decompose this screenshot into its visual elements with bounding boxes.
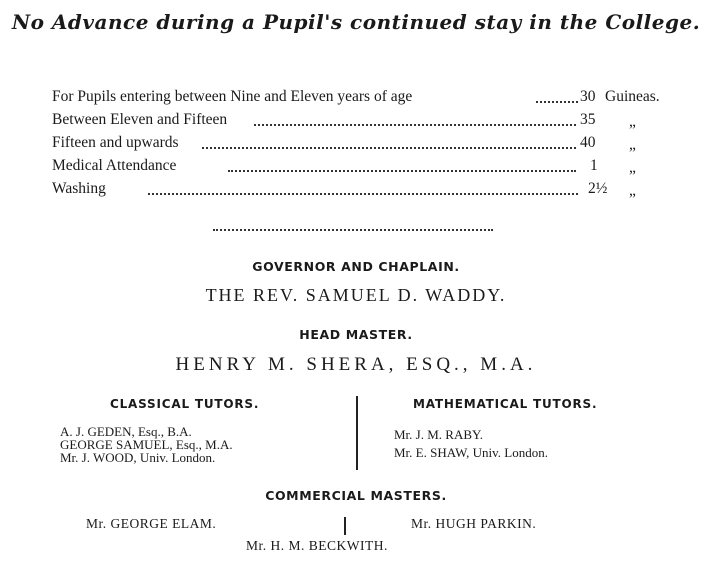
master-name: Mr. GEORGE ELAM.	[86, 516, 217, 531]
notice-heading: No Advance during a Pupil's continued stay in the College.	[11, 10, 701, 34]
fee-row	[52, 134, 692, 157]
fee-row	[52, 88, 692, 111]
fee-amount: 30	[580, 88, 596, 105]
tutor-name: GEORGE SAMUEL, Esq., M.A.	[60, 437, 233, 452]
fees-table	[52, 88, 692, 203]
fee-label: Between Eleven and Fifteen	[52, 111, 230, 129]
fee-label: Washing	[52, 180, 109, 198]
fee-amount: 40	[580, 134, 596, 151]
fee-amount: 2½	[588, 180, 608, 197]
column-separator	[344, 517, 346, 535]
fee-label: For Pupils entering between Nine and Eleven years of age	[52, 88, 415, 106]
fee-unit: „	[629, 136, 636, 153]
classical-tutors-list	[60, 425, 233, 464]
mathematical-tutors-list	[394, 426, 548, 462]
fee-unit: „	[629, 113, 636, 130]
master-name: Mr. HUGH PARKIN.	[411, 516, 537, 531]
fee-amount: 1	[590, 157, 598, 174]
governor-name: THE REV. SAMUEL D. WADDY.	[205, 285, 507, 305]
column-separator	[356, 396, 358, 470]
fee-unit: Guineas.	[605, 88, 660, 105]
tutor-name: Mr. J. WOOD, Univ. London.	[60, 450, 216, 465]
classical-tutors-title: CLASSICAL TUTORS.	[110, 397, 260, 411]
dot-leader	[228, 170, 576, 172]
tutor-name: A. J. GEDEN, Esq., B.A.	[60, 424, 192, 439]
dot-leader	[536, 101, 578, 103]
section-divider	[213, 229, 493, 231]
tutor-name: Mr. J. M. RABY.	[394, 427, 483, 442]
dot-leader	[254, 124, 576, 126]
head-master-title: HEAD MASTER.	[299, 327, 413, 342]
fee-row	[52, 157, 692, 180]
fee-amount: 35	[580, 111, 596, 128]
fee-row	[52, 180, 692, 203]
governor-title: GOVERNOR AND CHAPLAIN.	[252, 259, 460, 274]
fee-unit: „	[629, 182, 636, 199]
fee-row	[52, 111, 692, 134]
commercial-masters-title: COMMERCIAL MASTERS.	[265, 488, 447, 503]
fee-unit: „	[629, 159, 636, 176]
dot-leader	[148, 193, 578, 195]
master-name: Mr. H. M. BECKWITH.	[246, 538, 388, 553]
tutor-name: Mr. E. SHAW, Univ. London.	[394, 445, 549, 460]
mathematical-tutors-title: MATHEMATICAL TUTORS.	[413, 397, 598, 411]
fee-label: Fifteen and upwards	[52, 134, 182, 152]
dot-leader	[202, 147, 576, 149]
fee-label: Medical Attendance	[52, 157, 179, 175]
head-master-name: HENRY M. SHERA, ESQ., M.A.	[175, 354, 537, 375]
